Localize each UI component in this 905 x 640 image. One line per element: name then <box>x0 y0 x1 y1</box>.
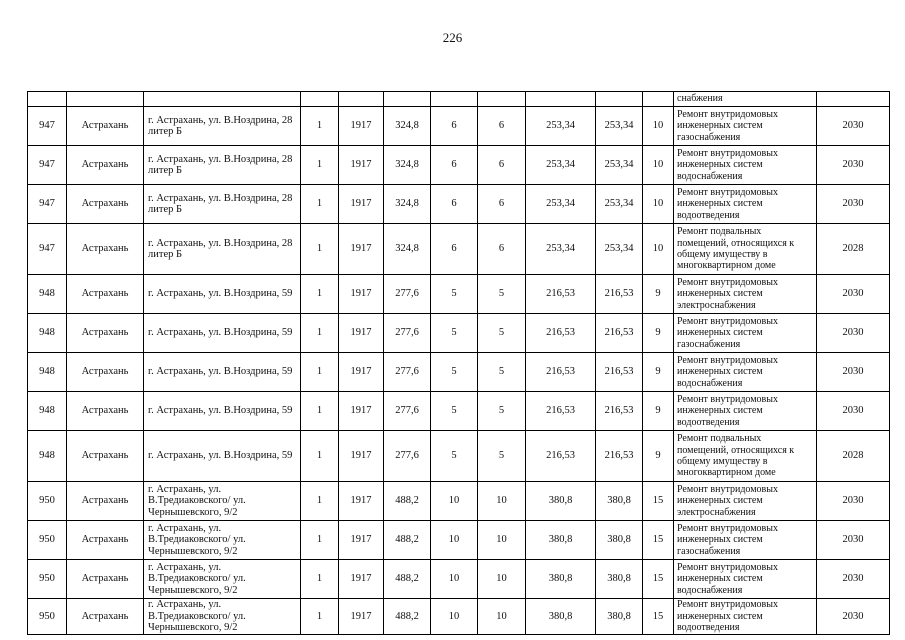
cell-work: Ремонт внутридомовых инженерных систем газоснабжения <box>674 107 817 146</box>
cell-area: 277,6 <box>384 353 431 392</box>
cell-c3: 10 <box>478 482 526 521</box>
cell-c4: 216,53 <box>526 275 596 314</box>
cell-c5: 253,34 <box>596 224 643 275</box>
cell-c2: 5 <box>431 314 478 353</box>
cell-c6: 10 <box>643 185 674 224</box>
cell-c6: 15 <box>643 521 674 560</box>
cell-c5 <box>596 92 643 107</box>
cell-work: снабжения <box>674 92 817 107</box>
cell-work: Ремонт внутридомовых инженерных систем водоснабжения <box>674 560 817 599</box>
table-row <box>28 146 890 185</box>
cell-c4: 253,34 <box>526 224 596 275</box>
cell-address: г. Астрахань, ул. В.Ноздрина, 28 литер Б <box>144 146 301 185</box>
cell-num: 948 <box>28 275 67 314</box>
cell-c2: 5 <box>431 392 478 431</box>
cell-work: Ремонт внутридомовых инженерных систем газоснабжения <box>674 314 817 353</box>
cell-c5: 380,8 <box>596 560 643 599</box>
cell-c1: 1 <box>301 392 339 431</box>
cell-num <box>28 92 67 107</box>
cell-area: 277,6 <box>384 392 431 431</box>
cell-num: 950 <box>28 482 67 521</box>
cell-term: 2030 <box>817 560 890 599</box>
cell-city: Астрахань <box>67 521 144 560</box>
cell-work: Ремонт внутридомовых инженерных систем электроснабжения <box>674 482 817 521</box>
cell-year: 1917 <box>339 599 384 635</box>
table-row <box>28 599 890 635</box>
repair-schedule-table <box>27 91 890 635</box>
cell-year: 1917 <box>339 482 384 521</box>
cell-term: 2028 <box>817 224 890 275</box>
table-row <box>28 107 890 146</box>
cell-num: 947 <box>28 107 67 146</box>
cell-year: 1917 <box>339 392 384 431</box>
cell-num: 947 <box>28 224 67 275</box>
cell-year: 1917 <box>339 521 384 560</box>
cell-address: г. Астрахань, ул. В.Тредиаковского/ ул. Чернышевского, 9/2 <box>144 560 301 599</box>
cell-term: 2030 <box>817 599 890 635</box>
cell-c4: 380,8 <box>526 521 596 560</box>
cell-year: 1917 <box>339 146 384 185</box>
cell-work: Ремонт внутридомовых инженерных систем водоотведения <box>674 599 817 635</box>
cell-c3: 6 <box>478 146 526 185</box>
cell-c3: 6 <box>478 185 526 224</box>
cell-work: Ремонт подвальных помещений, относящихся к общему имуществу в многоквартирном доме <box>674 431 817 482</box>
cell-area: 277,6 <box>384 275 431 314</box>
cell-address <box>144 92 301 107</box>
cell-area: 324,8 <box>384 146 431 185</box>
cell-address: г. Астрахань, ул. В.Тредиаковского/ ул. Чернышевского, 9/2 <box>144 521 301 560</box>
cell-term: 2030 <box>817 146 890 185</box>
cell-c2: 5 <box>431 353 478 392</box>
cell-city: Астрахань <box>67 275 144 314</box>
cell-c5: 380,8 <box>596 521 643 560</box>
cell-c2: 6 <box>431 107 478 146</box>
cell-area: 488,2 <box>384 521 431 560</box>
cell-c1: 1 <box>301 107 339 146</box>
cell-c3: 5 <box>478 314 526 353</box>
cell-c2 <box>431 92 478 107</box>
cell-city: Астрахань <box>67 185 144 224</box>
cell-c4: 216,53 <box>526 314 596 353</box>
cell-c2: 5 <box>431 431 478 482</box>
cell-address: г. Астрахань, ул. В.Тредиаковского/ ул. Чернышевского, 9/2 <box>144 482 301 521</box>
cell-city: Астрахань <box>67 560 144 599</box>
cell-c5: 216,53 <box>596 314 643 353</box>
cell-city: Астрахань <box>67 314 144 353</box>
cell-address: г. Астрахань, ул. В.Ноздрина, 59 <box>144 353 301 392</box>
cell-c5: 216,53 <box>596 431 643 482</box>
cell-c2: 10 <box>431 599 478 635</box>
cell-num: 948 <box>28 392 67 431</box>
cell-c2: 5 <box>431 275 478 314</box>
cell-c2: 10 <box>431 560 478 599</box>
cell-term: 2030 <box>817 482 890 521</box>
cell-c1: 1 <box>301 185 339 224</box>
cell-year: 1917 <box>339 107 384 146</box>
cell-area: 488,2 <box>384 599 431 635</box>
cell-address: г. Астрахань, ул. В.Ноздрина, 28 литер Б <box>144 224 301 275</box>
cell-city: Астрахань <box>67 431 144 482</box>
cell-num: 950 <box>28 599 67 635</box>
cell-area: 324,8 <box>384 107 431 146</box>
cell-c6: 10 <box>643 224 674 275</box>
cell-year: 1917 <box>339 560 384 599</box>
cell-c2: 6 <box>431 185 478 224</box>
cell-c2: 6 <box>431 146 478 185</box>
cell-c3: 5 <box>478 275 526 314</box>
cell-c6 <box>643 92 674 107</box>
cell-num: 948 <box>28 431 67 482</box>
cell-area: 488,2 <box>384 560 431 599</box>
cell-area: 488,2 <box>384 482 431 521</box>
cell-c3: 6 <box>478 107 526 146</box>
cell-city: Астрахань <box>67 353 144 392</box>
cell-c5: 216,53 <box>596 392 643 431</box>
cell-year <box>339 92 384 107</box>
cell-num: 948 <box>28 353 67 392</box>
cell-address: г. Астрахань, ул. В.Ноздрина, 28 литер Б <box>144 107 301 146</box>
cell-c5: 253,34 <box>596 185 643 224</box>
cell-term: 2030 <box>817 185 890 224</box>
cell-area: 277,6 <box>384 431 431 482</box>
cell-city: Астрахань <box>67 392 144 431</box>
cell-c6: 9 <box>643 392 674 431</box>
cell-year: 1917 <box>339 185 384 224</box>
page-number: 226 <box>442 30 463 45</box>
cell-c1: 1 <box>301 146 339 185</box>
cell-term: 2030 <box>817 392 890 431</box>
cell-c4: 216,53 <box>526 431 596 482</box>
table-row-continued <box>28 92 890 107</box>
cell-city: Астрахань <box>67 146 144 185</box>
cell-c1: 1 <box>301 521 339 560</box>
cell-c6: 10 <box>643 146 674 185</box>
cell-c1: 1 <box>301 275 339 314</box>
cell-c5: 216,53 <box>596 275 643 314</box>
cell-c5: 253,34 <box>596 146 643 185</box>
cell-c4: 216,53 <box>526 392 596 431</box>
cell-c4: 253,34 <box>526 185 596 224</box>
cell-term: 2030 <box>817 521 890 560</box>
cell-c6: 9 <box>643 275 674 314</box>
cell-c6: 10 <box>643 107 674 146</box>
cell-city: Астрахань <box>67 599 144 635</box>
cell-c3: 10 <box>478 521 526 560</box>
cell-address: г. Астрахань, ул. В.Ноздрина, 28 литер Б <box>144 185 301 224</box>
cell-work: Ремонт внутридомовых инженерных систем водоотведения <box>674 392 817 431</box>
cell-c3 <box>478 92 526 107</box>
cell-year: 1917 <box>339 275 384 314</box>
cell-c1: 1 <box>301 482 339 521</box>
cell-c1: 1 <box>301 353 339 392</box>
cell-address: г. Астрахань, ул. В.Ноздрина, 59 <box>144 392 301 431</box>
cell-c4: 253,34 <box>526 146 596 185</box>
table-row <box>28 185 890 224</box>
cell-c5: 253,34 <box>596 107 643 146</box>
table-row <box>28 224 890 275</box>
table-row <box>28 482 890 521</box>
cell-c2: 10 <box>431 482 478 521</box>
cell-term: 2028 <box>817 431 890 482</box>
cell-term: 2030 <box>817 275 890 314</box>
cell-term: 2030 <box>817 107 890 146</box>
cell-c4: 380,8 <box>526 599 596 635</box>
cell-num: 948 <box>28 314 67 353</box>
cell-c3: 6 <box>478 224 526 275</box>
cell-term: 2030 <box>817 353 890 392</box>
cell-address: г. Астрахань, ул. В.Ноздрина, 59 <box>144 275 301 314</box>
cell-num: 950 <box>28 521 67 560</box>
cell-c3: 10 <box>478 599 526 635</box>
cell-area: 277,6 <box>384 314 431 353</box>
cell-term: 2030 <box>817 314 890 353</box>
cell-work: Ремонт внутридомовых инженерных систем газоснабжения <box>674 521 817 560</box>
table-row <box>28 431 890 482</box>
cell-c1: 1 <box>301 314 339 353</box>
cell-c3: 10 <box>478 560 526 599</box>
cell-city: Астрахань <box>67 224 144 275</box>
cell-year: 1917 <box>339 314 384 353</box>
cell-c1: 1 <box>301 560 339 599</box>
cell-address: г. Астрахань, ул. В.Тредиаковского/ ул. Чернышевского, 9/2 <box>144 599 301 635</box>
cell-work: Ремонт подвальных помещений, относящихся к общему имуществу в многоквартирном доме <box>674 224 817 275</box>
table-row <box>28 275 890 314</box>
cell-c6: 15 <box>643 560 674 599</box>
cell-num: 947 <box>28 146 67 185</box>
cell-address: г. Астрахань, ул. В.Ноздрина, 59 <box>144 314 301 353</box>
cell-c4: 380,8 <box>526 482 596 521</box>
cell-c2: 10 <box>431 521 478 560</box>
cell-work: Ремонт внутридомовых инженерных систем водоснабжения <box>674 353 817 392</box>
table-row <box>28 314 890 353</box>
cell-c5: 216,53 <box>596 353 643 392</box>
cell-work: Ремонт внутридомовых инженерных систем водоотведения <box>674 185 817 224</box>
cell-work: Ремонт внутридомовых инженерных систем электроснабжения <box>674 275 817 314</box>
cell-address: г. Астрахань, ул. В.Ноздрина, 59 <box>144 431 301 482</box>
cell-c3: 5 <box>478 431 526 482</box>
cell-c4 <box>526 92 596 107</box>
cell-c1 <box>301 92 339 107</box>
cell-c5: 380,8 <box>596 482 643 521</box>
cell-city: Астрахань <box>67 482 144 521</box>
cell-c6: 9 <box>643 431 674 482</box>
cell-c3: 5 <box>478 353 526 392</box>
cell-c4: 253,34 <box>526 107 596 146</box>
table-row <box>28 392 890 431</box>
cell-c4: 380,8 <box>526 560 596 599</box>
cell-c2: 6 <box>431 224 478 275</box>
table-row <box>28 560 890 599</box>
cell-c6: 9 <box>643 314 674 353</box>
cell-year: 1917 <box>339 224 384 275</box>
cell-work: Ремонт внутридомовых инженерных систем водоснабжения <box>674 146 817 185</box>
cell-c1: 1 <box>301 431 339 482</box>
cell-area: 324,8 <box>384 185 431 224</box>
cell-city: Астрахань <box>67 107 144 146</box>
cell-c5: 380,8 <box>596 599 643 635</box>
table-body <box>28 92 890 635</box>
cell-num: 947 <box>28 185 67 224</box>
cell-c3: 5 <box>478 392 526 431</box>
table-row <box>28 521 890 560</box>
cell-year: 1917 <box>339 431 384 482</box>
cell-c1: 1 <box>301 599 339 635</box>
cell-c6: 15 <box>643 482 674 521</box>
cell-num: 950 <box>28 560 67 599</box>
cell-area <box>384 92 431 107</box>
cell-c4: 216,53 <box>526 353 596 392</box>
cell-c6: 15 <box>643 599 674 635</box>
cell-area: 324,8 <box>384 224 431 275</box>
cell-c1: 1 <box>301 224 339 275</box>
cell-c6: 9 <box>643 353 674 392</box>
cell-term <box>817 92 890 107</box>
cell-year: 1917 <box>339 353 384 392</box>
cell-city <box>67 92 144 107</box>
table-row <box>28 353 890 392</box>
